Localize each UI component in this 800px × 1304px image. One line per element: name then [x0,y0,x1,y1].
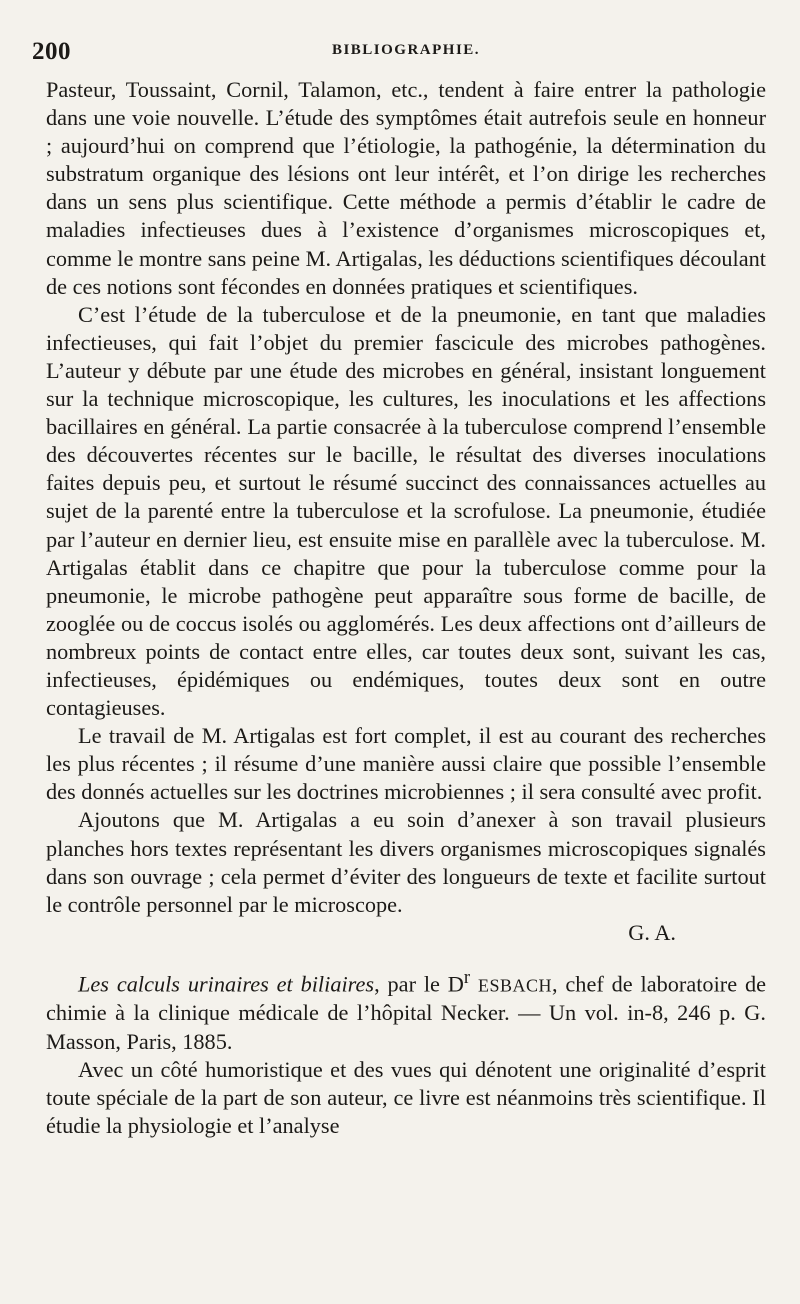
page-number: 200 [32,38,71,65]
review-esbach [46,964,766,1140]
running-title: BIBLIOGRAPHIE. [331,42,481,58]
review-paragraph: Avec un côté humoristique et des vues qui dénotent une originalité d’esprit toute spéciale de la part de son auteur, ce livre est néanmoins très scientifique. Il étudie la physiologie et l’analyse [46,1056,766,1138]
review-paragraph-last [46,806,766,918]
review-paragraph: Le travail de M. Artigalas est fort complet, il est au courant des recherches les plus récentes ; il résume d’une manière aussi claire que possible l’ensemble des donnés actuelles sur les doctrines microbiennes ; il sera consulté avec profit. [46,723,766,805]
citation-text-2: , chef de laboratoire de chimie à la clinique médicale de l’hôpital Necker. — Un vol. in-8, 246 p. G. Masson, Paris, 1885. [46,971,766,1054]
book-citation [46,964,766,1056]
citation-text-1: , par le D [374,971,464,997]
book-title: Les calculs urinaires et biliaires [78,971,375,997]
review-artigalas [46,76,766,947]
review-paragraph: Pasteur, Toussaint, Cornil, Talamon, etc., tendent à faire entrer la pathologie dans une voie nouvelle. L’étude des symptômes était autrefois seule en honneur ; aujourd’hui on comprend que l’étiologie, la pathogénie, la détermination du substratum organique des lésions ont leur intérêt, et l’on dirige les recherches dans un sens plus scientifique. Cette méthode a permis d’établir le cadre de maladies infectieuses dues à l’existence d’organismes microscopiques et, comme le montre sans peine M. Artigalas, les déductions scientifiques découlant de ces notions sont fécondes en données pratiques et scientifiques. [46,77,766,299]
page-header [32,30,766,76]
signature-line [46,919,766,947]
review-paragraph-text: Ajoutons que M. Artigalas a eu soin d’anexer à son travail plusieurs planches hors textes représentant les divers organismes microscopiques signalés dans son ouvrage ; cela permet d’éviter des longueurs de texte et facilite surtout le contrôle personnel par le microscope. [46,807,766,917]
reviewer-signature: G. A. [628,919,676,945]
book-author: ESBACH [477,975,552,996]
review-paragraph: C’est l’étude de la tuberculose et de la pneumonie, en tant que maladies infectieuses, qui fait l’objet du premier fascicule des microbes pathogènes. L’auteur y débute par une étude des microbes en général, insistant longuement sur la technique microscopique, les cultures, les inoculations et les affections bacillaires en général. La partie consacrée à la tuberculose comprend l’ensemble des découvertes récentes sur le bacille, le résultat des diverses inoculations faites depuis peu, et surtout le résumé succinct des connaissances actuelles au sujet de la parenté entre la tuberculose et la scrofulose. La pneumonie, étudiée par l’auteur en dernier lieu, est ensuite mise en parallèle avec la tuberculose. M. Artigalas établit dans ce chapitre que pour la tuberculose comme pour la pneumonie, le microbe pathogène peut apparaître sous forme de bacille, de zooglée ou de coccus isolés ou agglomérés. Les deux affections ont d’ailleurs de nombreux points de contact entre elles, car toutes deux sont, suivant les cas, infectieuses, épidémiques ou endémiques, toutes deux sont en outre contagieuses. [46,301,766,721]
citation-superscript: r [463,966,471,988]
